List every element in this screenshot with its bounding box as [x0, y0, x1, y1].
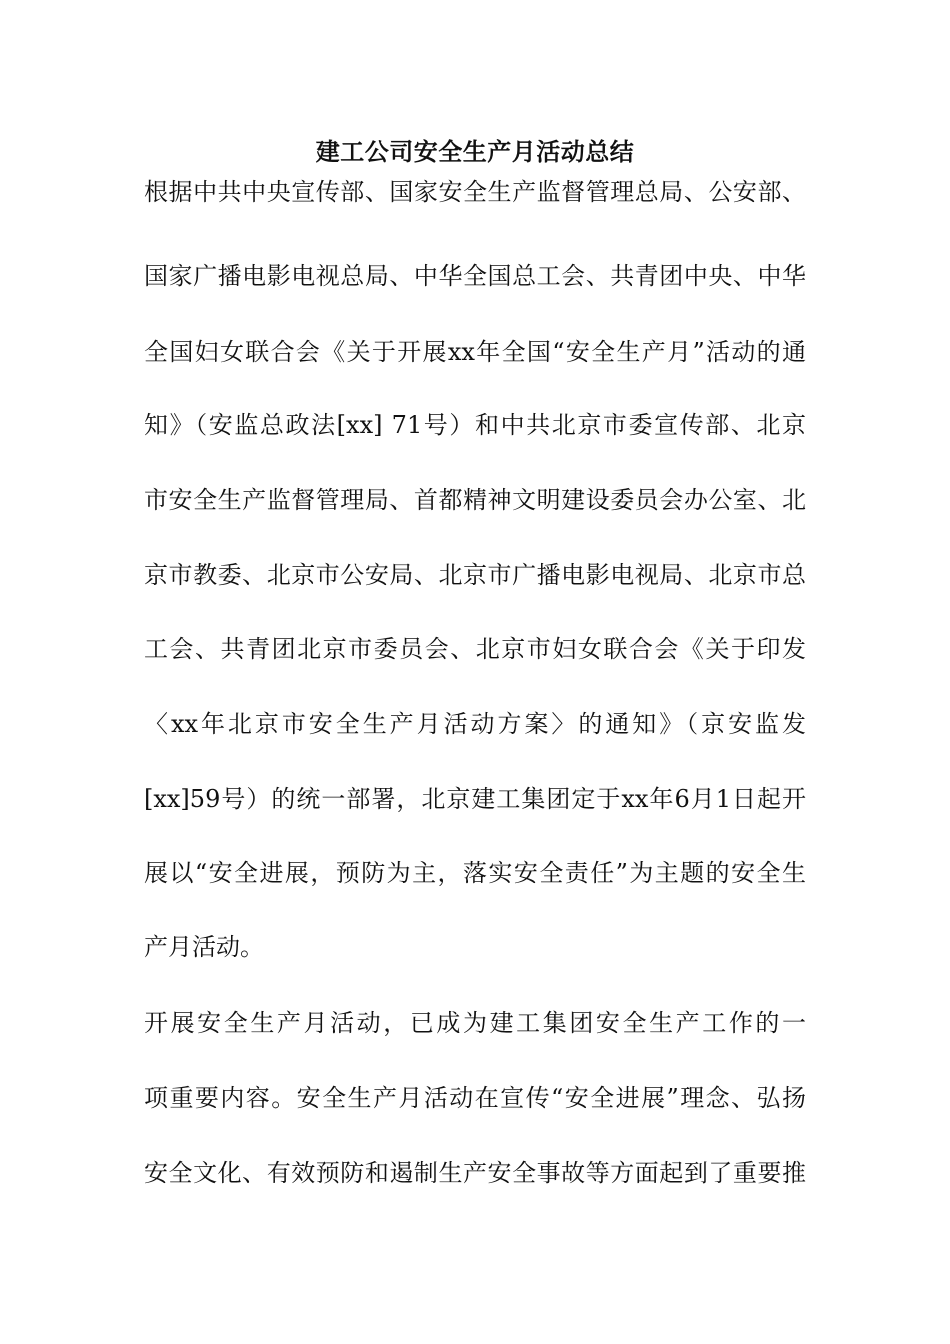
paragraph-1-line: 知》（安监总政法[xx] 71号）和中共北京市委宣传部、北京	[144, 411, 806, 439]
paragraph-2-line: 安全文化、有效预防和遏制生产安全事故等方面起到了重要推	[144, 1159, 806, 1187]
paragraph-2-line: 开展安全生产月活动，已成为建工集团安全生产工作的一	[144, 1009, 806, 1037]
paragraph-1-line: 市安全生产监督管理局、首都精神文明建设委员会办公室、北	[144, 486, 806, 514]
paragraph-1-line: 展以“安全进展，预防为主，落实安全责任”为主题的安全生	[144, 859, 806, 887]
paragraph-1-line: 全国妇女联合会《关于开展xx年全国“安全生产月”活动的通	[144, 338, 806, 366]
paragraph-1-line: 产月活动。	[144, 933, 264, 961]
paragraph-1-line: [xx]59号）的统一部署，北京建工集团定于xx年6月1日起开	[144, 785, 806, 813]
paragraph-1-line: 工会、共青团北京市委员会、北京市妇女联合会《关于印发	[144, 635, 806, 663]
paragraph-1-line: 根据中共中央宣传部、国家安全生产监督管理总局、公安部、	[144, 178, 806, 206]
document-title: 建工公司安全生产月活动总结	[315, 137, 635, 166]
paragraph-2-line: 项重要内容。安全生产月活动在宣传“安全进展”理念、弘扬	[144, 1084, 806, 1112]
paragraph-1-line: 〈xx年北京市安全生产月活动方案〉的通知》（京安监发	[144, 710, 806, 738]
paragraph-1-line: 京市教委、北京市公安局、北京市广播电影电视局、北京市总	[144, 561, 806, 589]
paragraph-1-line: 国家广播电影电视总局、中华全国总工会、共青团中央、中华	[144, 262, 806, 290]
